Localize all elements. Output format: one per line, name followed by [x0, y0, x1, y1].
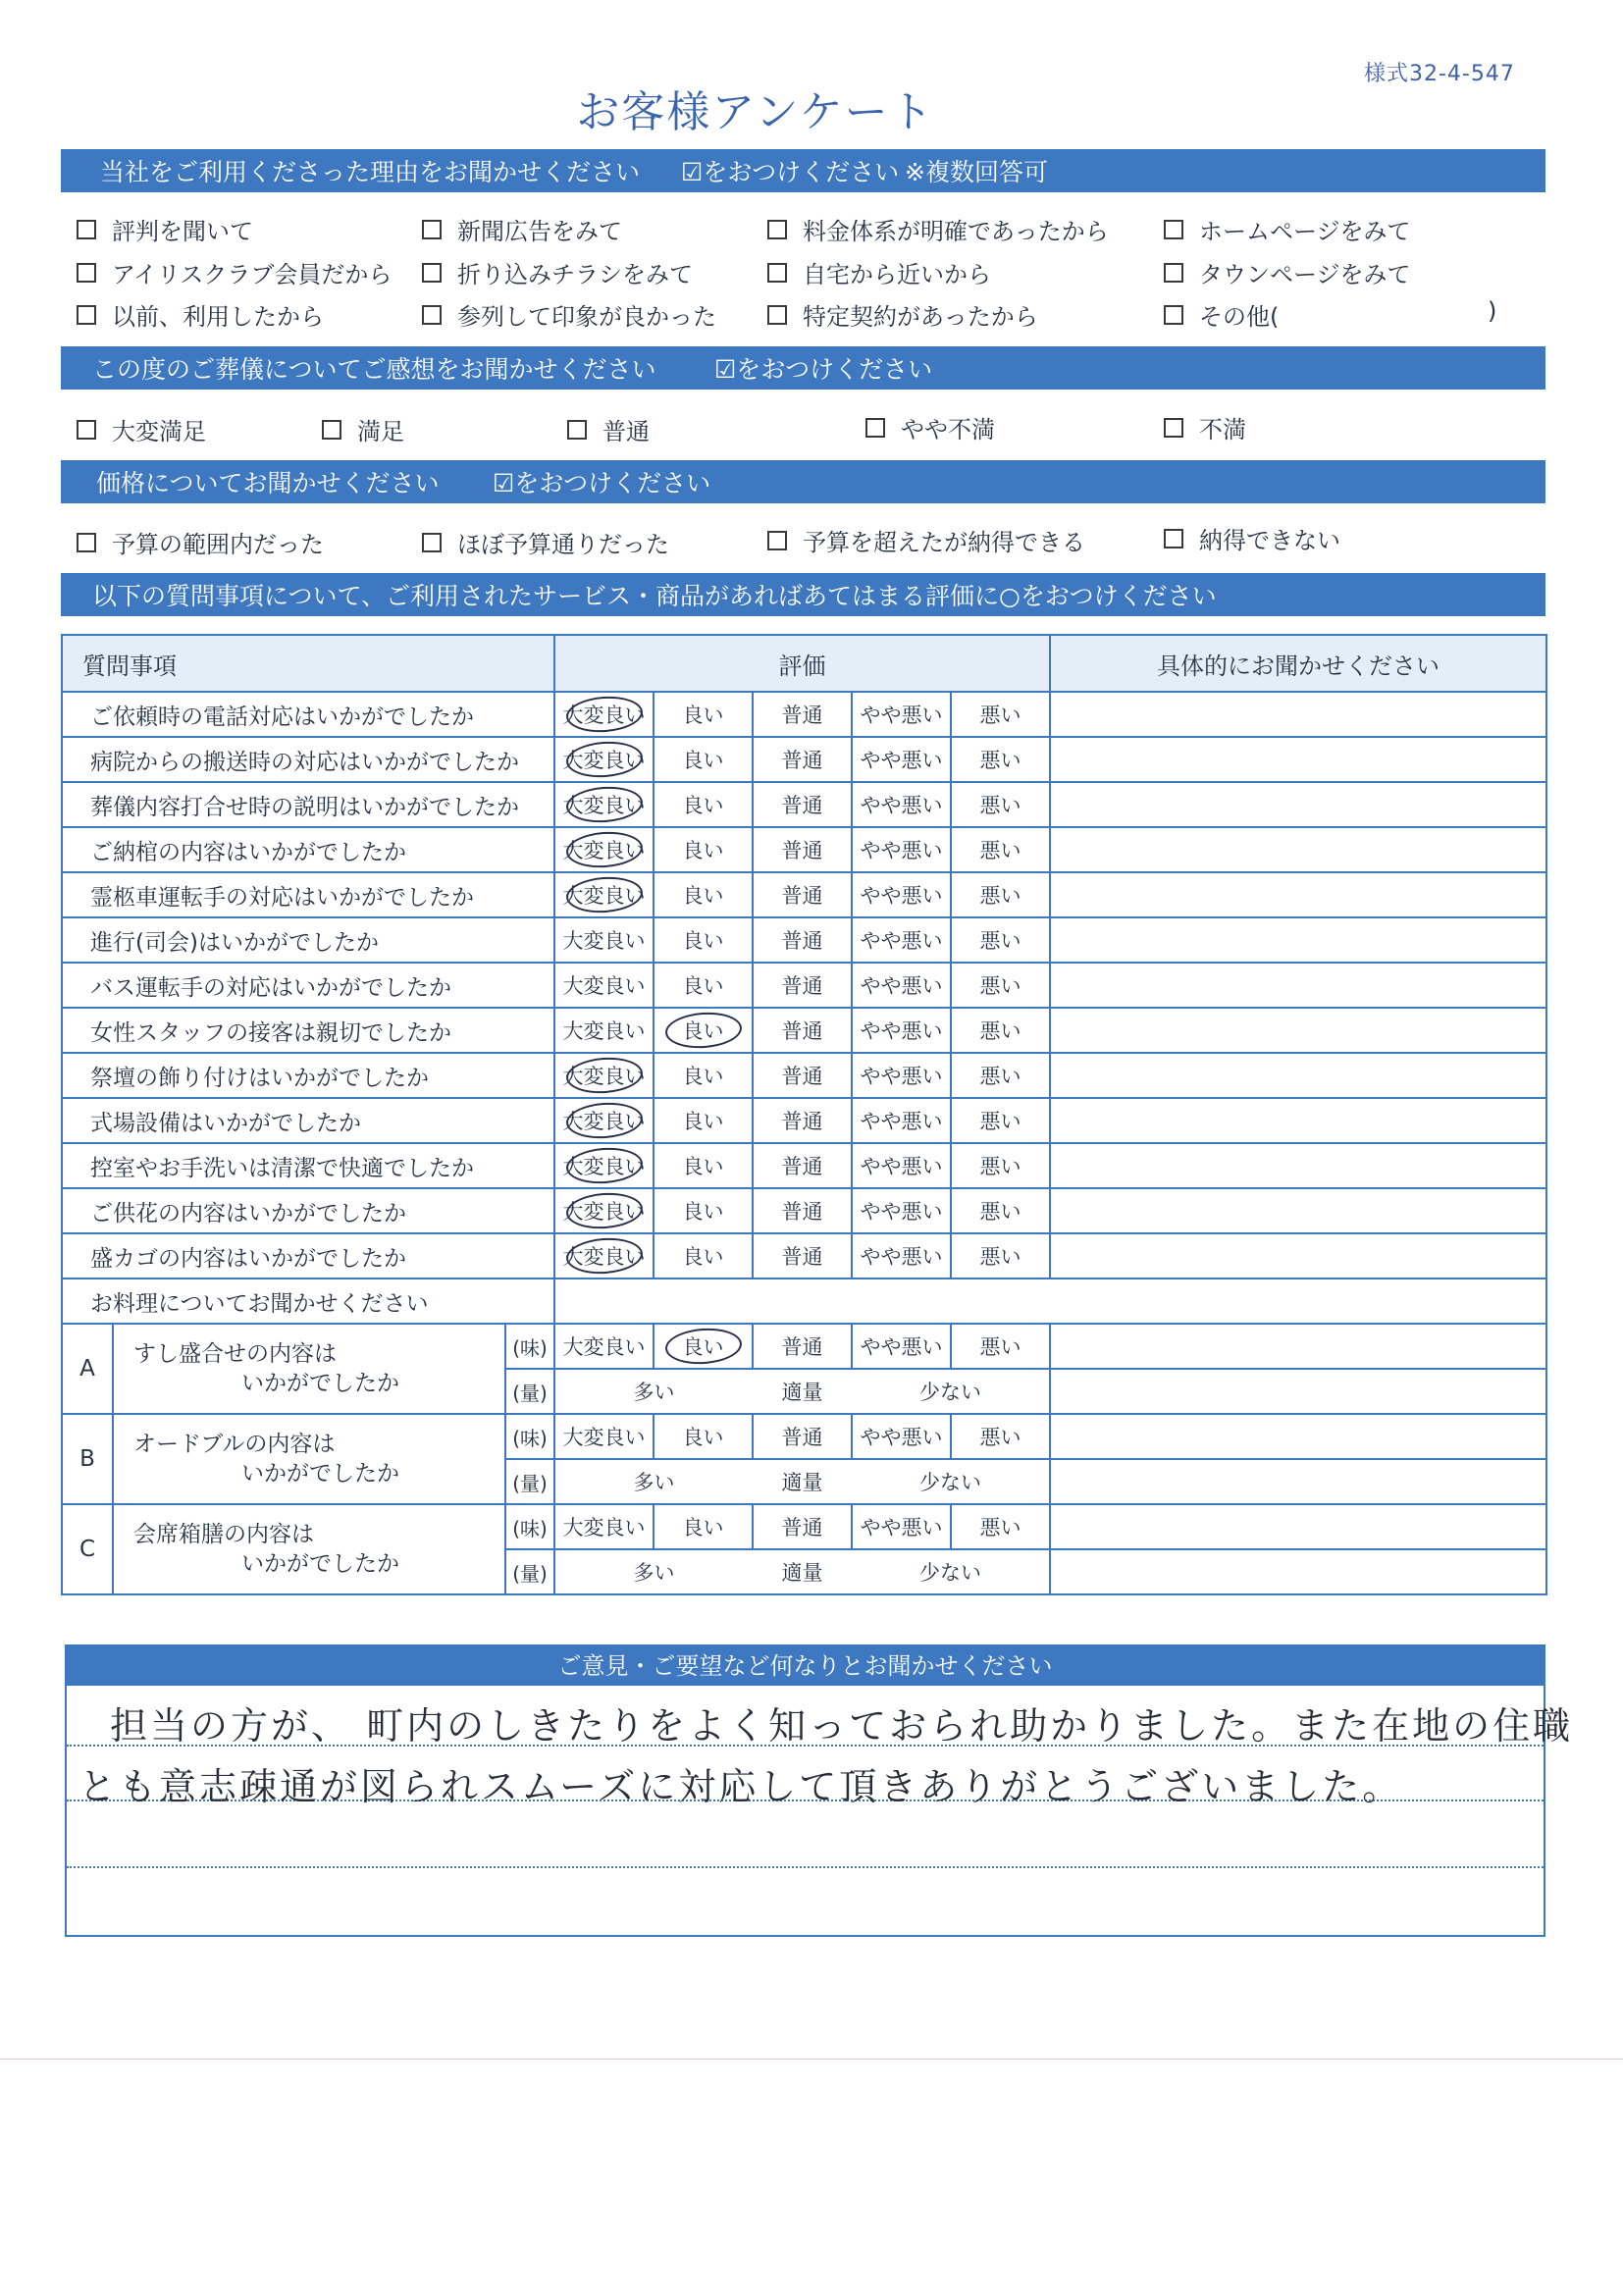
- quantity-option[interactable]: 少ない: [852, 1459, 1050, 1504]
- checkbox[interactable]: [77, 305, 96, 325]
- taste-rating-option[interactable]: 大変良い: [554, 1324, 654, 1369]
- rating-option[interactable]: やや悪い: [852, 1008, 951, 1053]
- section3-heading: 価格についてお聞かせください: [96, 469, 440, 497]
- quantity-label: (量): [505, 1549, 554, 1594]
- rating-option[interactable]: 大変良い: [554, 917, 654, 963]
- rating-option[interactable]: 普通: [753, 827, 852, 872]
- section3-instruction: ☑をおつけください: [493, 469, 711, 497]
- food-heading: お料理についてお聞かせください: [62, 1278, 554, 1324]
- taste-rating-option[interactable]: 良い: [654, 1504, 753, 1549]
- question-text: バス運転手の対応はいかがでしたか: [62, 963, 554, 1008]
- taste-rating-option[interactable]: 普通: [753, 1504, 852, 1549]
- rating-option[interactable]: 大変良い: [554, 1098, 654, 1143]
- detail-cell[interactable]: [1050, 872, 1546, 917]
- rating-option[interactable]: 良い: [654, 1053, 753, 1098]
- question-text: 控室やお手洗いは清潔で快適でしたか: [62, 1143, 554, 1188]
- rating-option[interactable]: 普通: [753, 1098, 852, 1143]
- food-question-line2: いかがでしたか: [241, 1461, 399, 1487]
- rating-option[interactable]: やや悪い: [852, 917, 951, 963]
- col-detail-header: 具体的にお聞かせください: [1050, 635, 1546, 692]
- taste-rating-option[interactable]: 悪い: [951, 1324, 1050, 1369]
- impression-option[interactable]: 不満: [1164, 410, 1246, 444]
- reason-option[interactable]: 折り込みチラシをみて: [422, 255, 693, 289]
- rating-option[interactable]: 良い: [654, 692, 753, 737]
- rating-option[interactable]: 良い: [654, 1233, 753, 1278]
- rating-option[interactable]: 悪い: [951, 692, 1050, 737]
- rating-option[interactable]: 良い: [654, 827, 753, 872]
- section1-header: [61, 149, 1545, 192]
- rating-option[interactable]: 良い: [654, 1143, 753, 1188]
- question-text: 盛カゴの内容はいかがでしたか: [62, 1233, 554, 1278]
- taste-rating-option[interactable]: 普通: [753, 1414, 852, 1459]
- question-row: [62, 1188, 1546, 1233]
- rating-option[interactable]: 普通: [753, 1188, 852, 1233]
- checkbox[interactable]: [422, 263, 442, 283]
- rating-option[interactable]: 普通: [753, 782, 852, 827]
- rating-option[interactable]: 普通: [753, 737, 852, 782]
- rating-option[interactable]: 悪い: [951, 963, 1050, 1008]
- food-heading-blank: [554, 1278, 1546, 1324]
- detail-cell[interactable]: [1050, 692, 1546, 737]
- reason-option[interactable]: 自宅から近いから: [767, 255, 991, 289]
- rating-option[interactable]: やや悪い: [852, 963, 951, 1008]
- rating-option[interactable]: やや悪い: [852, 1098, 951, 1143]
- detail-cell[interactable]: [1050, 1098, 1546, 1143]
- checkbox[interactable]: [1164, 418, 1183, 438]
- evaluation-table: [61, 634, 1547, 1595]
- checkbox[interactable]: [77, 420, 96, 440]
- rating-option[interactable]: やや悪い: [852, 1053, 951, 1098]
- food-question-line1: すし盛合せの内容は: [133, 1341, 337, 1367]
- section1-heading: 当社をご利用くださった理由をお聞かせください: [100, 158, 641, 186]
- rating-option[interactable]: 普通: [753, 1143, 852, 1188]
- rating-option[interactable]: 悪い: [951, 1008, 1050, 1053]
- col-rating-header: 評価: [554, 635, 1050, 692]
- checkbox[interactable]: [322, 420, 341, 440]
- rating-option[interactable]: やや悪い: [852, 1143, 951, 1188]
- quantity-option[interactable]: 少ない: [852, 1369, 1050, 1414]
- rating-option[interactable]: 悪い: [951, 917, 1050, 963]
- impression-option[interactable]: やや不満: [865, 410, 995, 444]
- taste-rating-option[interactable]: やや悪い: [852, 1504, 951, 1549]
- quantity-option[interactable]: 多い: [554, 1549, 753, 1594]
- detail-cell[interactable]: [1050, 1143, 1546, 1188]
- question-row: [62, 1008, 1546, 1053]
- rating-option[interactable]: 良い: [654, 737, 753, 782]
- rating-option[interactable]: 悪い: [951, 872, 1050, 917]
- food-id: C: [62, 1504, 113, 1594]
- detail-cell[interactable]: [1050, 1504, 1546, 1549]
- reason-option[interactable]: 特定契約があったから: [767, 297, 1038, 332]
- rating-option[interactable]: 悪い: [951, 1188, 1050, 1233]
- rating-option[interactable]: 普通: [753, 872, 852, 917]
- remarks-handwriting-line1[interactable]: 担当の方が、 町内のしきたりをよく知っておられ助かりました。また在地の住職: [110, 1704, 1574, 1748]
- question-row: [62, 827, 1546, 872]
- reason-option[interactable]: 参列して印象が良かった: [422, 297, 716, 332]
- question-row: [62, 692, 1546, 737]
- taste-rating-option[interactable]: 悪い: [951, 1504, 1050, 1549]
- checkbox[interactable]: [1164, 220, 1183, 239]
- checkbox[interactable]: [422, 305, 442, 325]
- rating-option[interactable]: 良い: [654, 782, 753, 827]
- remarks-box: [65, 1644, 1574, 1937]
- reason-option-other[interactable]: その他(: [1164, 297, 1279, 332]
- rating-option[interactable]: 普通: [753, 1233, 852, 1278]
- checkbox[interactable]: [1164, 529, 1183, 548]
- taste-rating-option[interactable]: 大変良い: [554, 1504, 654, 1549]
- rating-option[interactable]: 良い: [654, 1188, 753, 1233]
- taste-label: (味): [505, 1504, 554, 1549]
- detail-cell[interactable]: [1050, 782, 1546, 827]
- question-text: ご依頼時の電話対応はいかがでしたか: [62, 692, 554, 737]
- question-row: [62, 1143, 1546, 1188]
- rating-option[interactable]: 大変良い: [554, 1143, 654, 1188]
- checkbox[interactable]: [767, 531, 787, 550]
- rating-option[interactable]: 大変良い: [554, 827, 654, 872]
- taste-label: (味): [505, 1324, 554, 1369]
- reason-option[interactable]: 評判を聞いて: [77, 212, 253, 246]
- question-row: [62, 737, 1546, 782]
- price-option[interactable]: 予算の範囲内だった: [77, 525, 324, 559]
- food-question-line2: いかがでしたか: [241, 1551, 399, 1577]
- reason-option[interactable]: 料金体系が明確であったから: [767, 212, 1109, 246]
- rating-option[interactable]: 悪い: [951, 1143, 1050, 1188]
- rating-option[interactable]: 悪い: [951, 827, 1050, 872]
- impression-option[interactable]: 大変満足: [77, 412, 206, 446]
- reason-option[interactable]: アイリスクラブ会員だから: [77, 255, 392, 289]
- food-id: B: [62, 1414, 113, 1504]
- scan-artifact-line: [0, 2059, 1623, 2060]
- question-text: 霊柩車運転手の対応はいかがでしたか: [62, 872, 554, 917]
- rating-option[interactable]: 良い: [654, 917, 753, 963]
- checkbox[interactable]: [865, 418, 885, 438]
- rating-option[interactable]: 普通: [753, 1053, 852, 1098]
- quantity-label: (量): [505, 1369, 554, 1414]
- detail-cell[interactable]: [1050, 963, 1546, 1008]
- section1-instruction: ☑をおつけください: [681, 158, 900, 186]
- quantity-option[interactable]: 多い: [554, 1369, 753, 1414]
- checkbox[interactable]: [422, 220, 442, 239]
- checkbox[interactable]: [1164, 305, 1183, 325]
- detail-cell[interactable]: [1050, 1459, 1546, 1504]
- detail-cell[interactable]: [1050, 1369, 1546, 1414]
- checkbox[interactable]: [767, 305, 787, 325]
- rating-option[interactable]: 良い: [654, 963, 753, 1008]
- checkbox[interactable]: [1164, 263, 1183, 283]
- detail-cell[interactable]: [1050, 737, 1546, 782]
- rating-option[interactable]: 良い: [654, 1008, 753, 1053]
- question-text: 女性スタッフの接客は親切でしたか: [62, 1008, 554, 1053]
- rating-option[interactable]: 大変良い: [554, 1008, 654, 1053]
- price-option[interactable]: ほぼ予算通りだった: [422, 525, 669, 559]
- question-row: [62, 1098, 1546, 1143]
- remarks-handwriting-line2[interactable]: とも意志疎通が図られスムーズに対応して頂きありがとうございました。: [79, 1765, 1403, 1808]
- question-row: [62, 917, 1546, 963]
- checkbox[interactable]: [77, 220, 96, 239]
- taste-rating-option[interactable]: 良い: [654, 1414, 753, 1459]
- section4-header: [61, 573, 1545, 616]
- impression-option[interactable]: 普通: [567, 412, 650, 446]
- form-code: 様式32-4-547: [1364, 62, 1515, 86]
- rating-option[interactable]: やや悪い: [852, 1233, 951, 1278]
- reason-option[interactable]: ホームページをみて: [1164, 212, 1411, 246]
- rating-option[interactable]: 悪い: [951, 1098, 1050, 1143]
- other-close-paren: ): [1488, 297, 1497, 325]
- checkbox[interactable]: [567, 420, 587, 440]
- question-text: 祭壇の飾り付けはいかがでしたか: [62, 1053, 554, 1098]
- quantity-label: (量): [505, 1459, 554, 1504]
- taste-rating-option[interactable]: 悪い: [951, 1414, 1050, 1459]
- quantity-option[interactable]: 少ない: [852, 1549, 1050, 1594]
- section3-header: [61, 460, 1545, 503]
- reason-option[interactable]: 以前、利用したから: [77, 297, 324, 332]
- quantity-option[interactable]: 多い: [554, 1459, 753, 1504]
- rating-option[interactable]: 大変良い: [554, 692, 654, 737]
- taste-label: (味): [505, 1414, 554, 1459]
- rating-option[interactable]: 悪い: [951, 782, 1050, 827]
- checkbox[interactable]: [767, 220, 787, 239]
- food-question-line1: 会席箱膳の内容は: [133, 1522, 314, 1547]
- rating-option[interactable]: 大変良い: [554, 872, 654, 917]
- question-text: ご供花の内容はいかがでしたか: [62, 1188, 554, 1233]
- rating-option[interactable]: 良い: [654, 872, 753, 917]
- rating-option[interactable]: やや悪い: [852, 737, 951, 782]
- price-option[interactable]: 予算を超えたが納得できる: [767, 523, 1085, 557]
- question-row: [62, 872, 1546, 917]
- rating-option[interactable]: 大変良い: [554, 1053, 654, 1098]
- rating-option[interactable]: やや悪い: [852, 1188, 951, 1233]
- rating-option[interactable]: 良い: [654, 1098, 753, 1143]
- question-row: [62, 1053, 1546, 1098]
- food-taste-row: [62, 1414, 1546, 1459]
- detail-cell[interactable]: [1050, 1053, 1546, 1098]
- question-text: ご納棺の内容はいかがでしたか: [62, 827, 554, 872]
- rating-option[interactable]: やや悪い: [852, 692, 951, 737]
- checkbox[interactable]: [767, 263, 787, 283]
- question-text: 進行(司会)はいかがでしたか: [62, 917, 554, 963]
- quantity-option[interactable]: 適量: [753, 1459, 852, 1504]
- food-question-line2: いかがでしたか: [241, 1371, 399, 1396]
- rating-option[interactable]: 大変良い: [554, 1233, 654, 1278]
- detail-cell[interactable]: [1050, 1414, 1546, 1459]
- rating-option[interactable]: やや悪い: [852, 872, 951, 917]
- rating-option[interactable]: 悪い: [951, 1233, 1050, 1278]
- food-heading-row: [62, 1278, 1546, 1324]
- section2-heading: この度のご葬儀についてご感想をお聞かせください: [92, 355, 656, 384]
- rating-option[interactable]: 普通: [753, 1008, 852, 1053]
- rating-option[interactable]: やや悪い: [852, 827, 951, 872]
- checkbox[interactable]: [422, 533, 442, 552]
- detail-cell[interactable]: [1050, 1549, 1546, 1594]
- section2-instruction: ☑をおつけください: [714, 355, 933, 384]
- page-title: お客様アンケート: [576, 87, 935, 137]
- rating-option[interactable]: 普通: [753, 692, 852, 737]
- remarks-line: [67, 1866, 1544, 1868]
- rating-option[interactable]: 大変良い: [554, 963, 654, 1008]
- price-option[interactable]: 納得できない: [1164, 521, 1340, 555]
- taste-rating-option[interactable]: 普通: [753, 1324, 852, 1369]
- question-row: [62, 963, 1546, 1008]
- detail-cell[interactable]: [1050, 1324, 1546, 1369]
- taste-rating-option[interactable]: やや悪い: [852, 1324, 951, 1369]
- detail-cell[interactable]: [1050, 1188, 1546, 1233]
- question-text: 式場設備はいかがでしたか: [62, 1098, 554, 1143]
- impression-option[interactable]: 満足: [322, 412, 404, 446]
- question-text: 病院からの搬送時の対応はいかがでしたか: [62, 737, 554, 782]
- taste-rating-option[interactable]: 大変良い: [554, 1414, 654, 1459]
- reason-option[interactable]: タウンページをみて: [1164, 255, 1411, 289]
- checkbox[interactable]: [77, 533, 96, 552]
- section4-heading: 以下の質問事項について、ご利用されたサービス・商品があればあてはまる評価に○をおつけください: [92, 582, 1217, 610]
- taste-rating-option[interactable]: 良い: [654, 1324, 753, 1369]
- food-question: [113, 1324, 505, 1414]
- quantity-option[interactable]: 適量: [753, 1369, 852, 1414]
- detail-cell[interactable]: [1050, 1008, 1546, 1053]
- rating-option[interactable]: 悪い: [951, 1053, 1050, 1098]
- reason-option[interactable]: 新聞広告をみて: [422, 212, 622, 246]
- food-question-line1: オードブルの内容は: [133, 1432, 336, 1457]
- quantity-option[interactable]: 適量: [753, 1549, 852, 1594]
- section2-header: [61, 346, 1545, 390]
- detail-cell[interactable]: [1050, 917, 1546, 963]
- rating-option[interactable]: 大変良い: [554, 1188, 654, 1233]
- col-question-header: 質問事項: [62, 635, 554, 692]
- remarks-heading: ご意見・ご要望など何なりとお聞かせください: [67, 1646, 1544, 1686]
- rating-option[interactable]: やや悪い: [852, 782, 951, 827]
- rating-option[interactable]: 普通: [753, 963, 852, 1008]
- detail-cell[interactable]: [1050, 1233, 1546, 1278]
- question-text: 葬儀内容打合せ時の説明はいかがでしたか: [62, 782, 554, 827]
- food-question: [113, 1414, 505, 1504]
- detail-cell[interactable]: [1050, 827, 1546, 872]
- food-question: [113, 1504, 505, 1594]
- section1-note: ※複数回答可: [905, 158, 1048, 186]
- taste-rating-option[interactable]: やや悪い: [852, 1414, 951, 1459]
- question-row: [62, 1233, 1546, 1278]
- food-taste-row: [62, 1324, 1546, 1369]
- rating-option[interactable]: 普通: [753, 917, 852, 963]
- checkbox[interactable]: [77, 263, 96, 283]
- rating-option[interactable]: 大変良い: [554, 737, 654, 782]
- food-id: A: [62, 1324, 113, 1414]
- question-row: [62, 782, 1546, 827]
- rating-option[interactable]: 悪い: [951, 737, 1050, 782]
- food-taste-row: [62, 1504, 1546, 1549]
- rating-option[interactable]: 大変良い: [554, 782, 654, 827]
